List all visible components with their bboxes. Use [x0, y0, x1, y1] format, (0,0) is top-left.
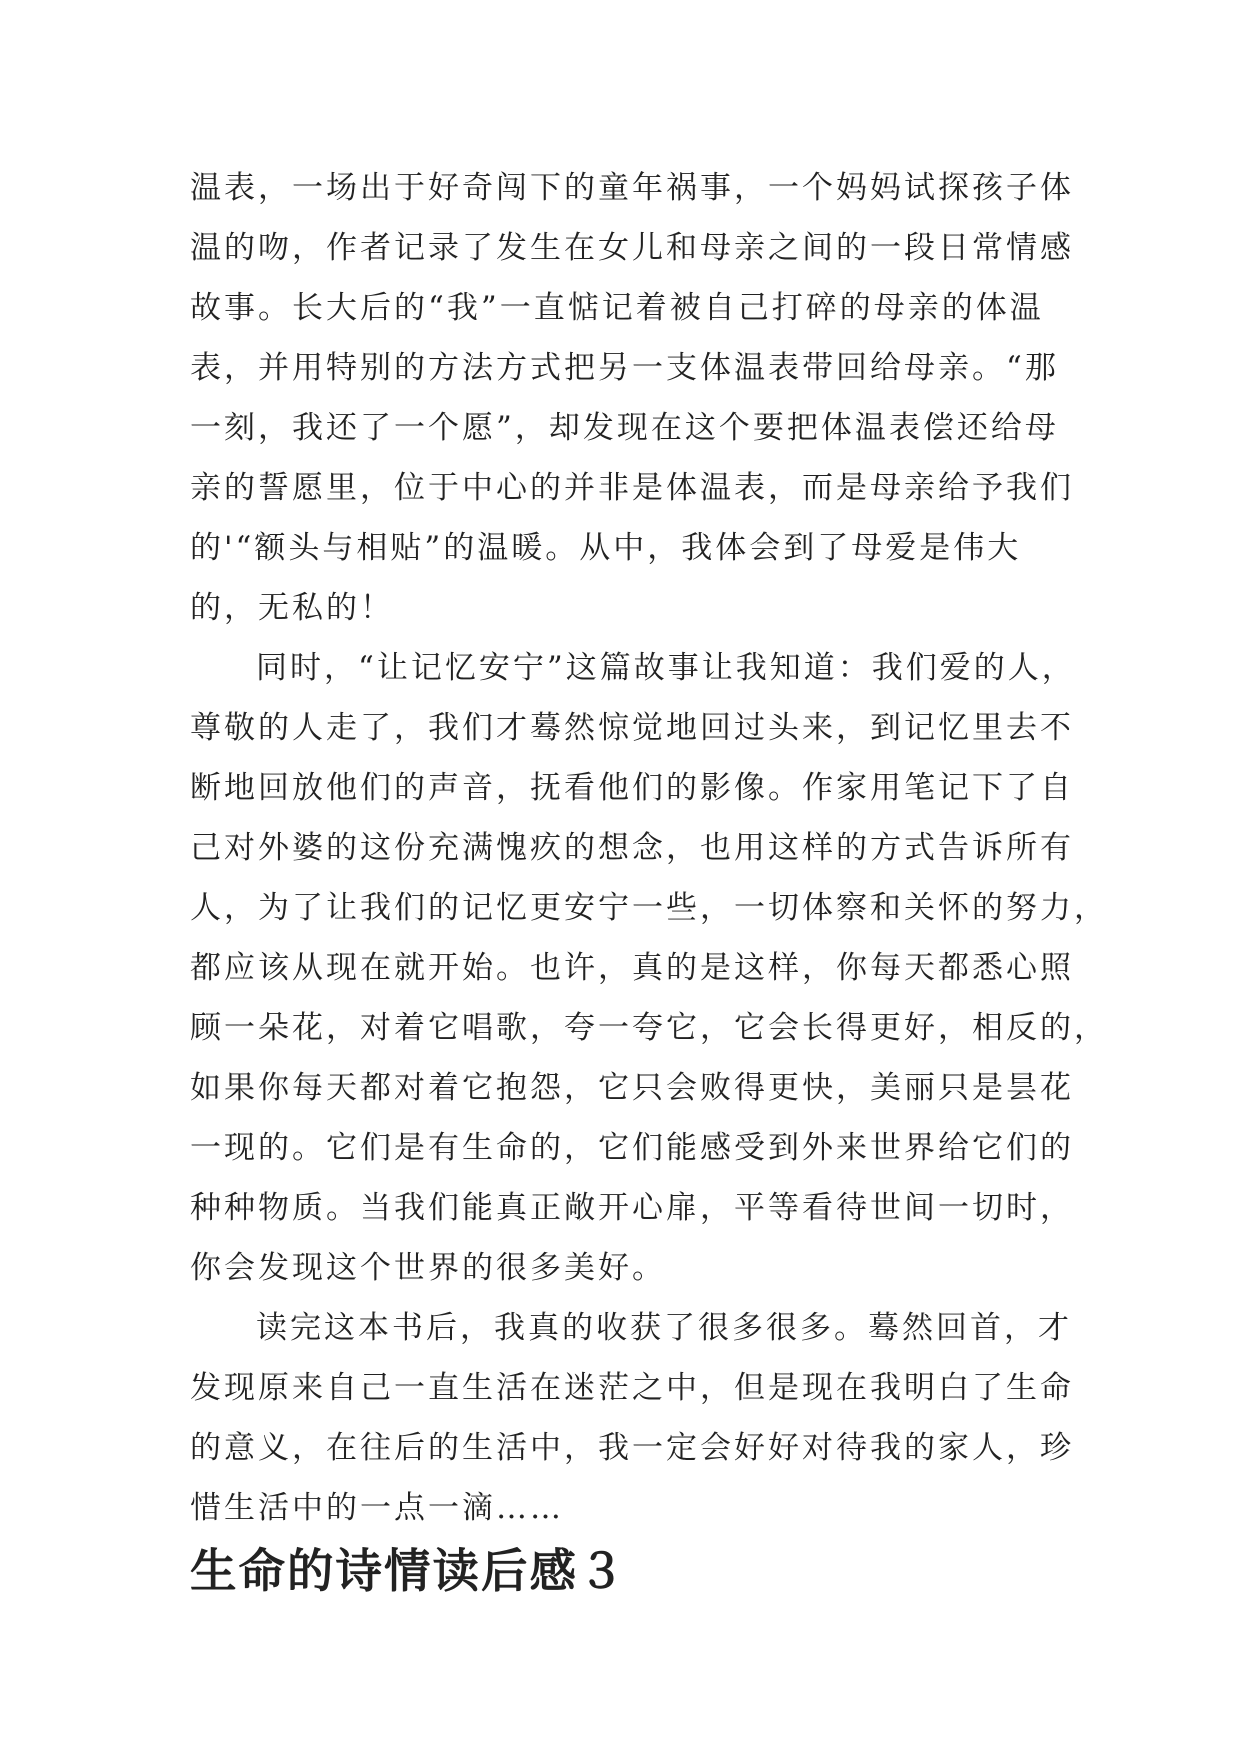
- text-line: 种种物质。当我们能真正敞开心扉，平等看待世间一切时，: [190, 1190, 1074, 1226]
- text-line: 表，并用特别的方法方式把另一支体温表带回给母亲。“那: [190, 350, 1059, 386]
- text-line: 的，无私的！: [190, 590, 394, 626]
- text-line: 人，为了让我们的记忆更安宁一些，一切体察和关怀的努力，: [190, 890, 1108, 926]
- section-heading: 生命的诗情读后感３: [190, 1543, 627, 1598]
- paragraph-conclusion: [190, 1298, 1074, 1538]
- text-line: 你会发现这个世界的很多美好。: [190, 1250, 666, 1286]
- text-line: 读完这本书后，我真的收获了很多很多。蓦然回首，才: [256, 1310, 1072, 1346]
- text-line: 的意义，在往后的生活中，我一定会好好对待我的家人，珍: [190, 1430, 1074, 1466]
- text-line: 温的吻，作者记录了发生在女儿和母亲之间的一段日常情感: [190, 230, 1074, 266]
- text-line: 断地回放他们的声音，抚看他们的影像。作家用笔记下了自: [190, 770, 1074, 806]
- paragraph-mother-thermometer: [190, 158, 1074, 638]
- text-line: 故事。长大后的“我”一直惦记着被自己打碎的母亲的体温: [190, 290, 1044, 326]
- text-line: 己对外婆的这份充满愧疚的想念，也用这样的方式告诉所有: [190, 830, 1074, 866]
- document-body: [190, 158, 1108, 1604]
- text-line: 如果你每天都对着它抱怨，它只会败得更快，美丽只是昙花: [190, 1070, 1074, 1106]
- text-line: 亲的誓愿里，位于中心的并非是体温表，而是母亲给予我们: [190, 470, 1074, 506]
- text-line: 顾一朵花，对着它唱歌，夸一夸它，它会长得更好，相反的，: [190, 1010, 1108, 1046]
- paragraph-memory-peace: [190, 638, 1108, 1298]
- text-line: 都应该从现在就开始。也许，真的是这样，你每天都悉心照: [190, 950, 1074, 986]
- text-line: 发现原来自己一直生活在迷茫之中，但是现在我明白了生命: [190, 1370, 1074, 1406]
- text-line: 的'“额头与相贴”的温暖。从中，我体会到了母爱是伟大: [190, 530, 1022, 566]
- text-line: 温表，一场出于好奇闯下的童年祸事，一个妈妈试探孩子体: [190, 170, 1074, 206]
- text-line: 同时，“让记忆安宁”这篇故事让我知道：我们爱的人，: [256, 650, 1076, 686]
- text-line: 一现的。它们是有生命的，它们能感受到外来世界给它们的: [190, 1130, 1074, 1166]
- text-line: 一刻，我还了一个愿”，却发现在这个要把体温表偿还给母: [190, 410, 1059, 446]
- text-line: 惜生活中的一点一滴……: [190, 1490, 564, 1526]
- text-line: 尊敬的人走了，我们才蓦然惊觉地回过头来，到记忆里去不: [190, 710, 1074, 746]
